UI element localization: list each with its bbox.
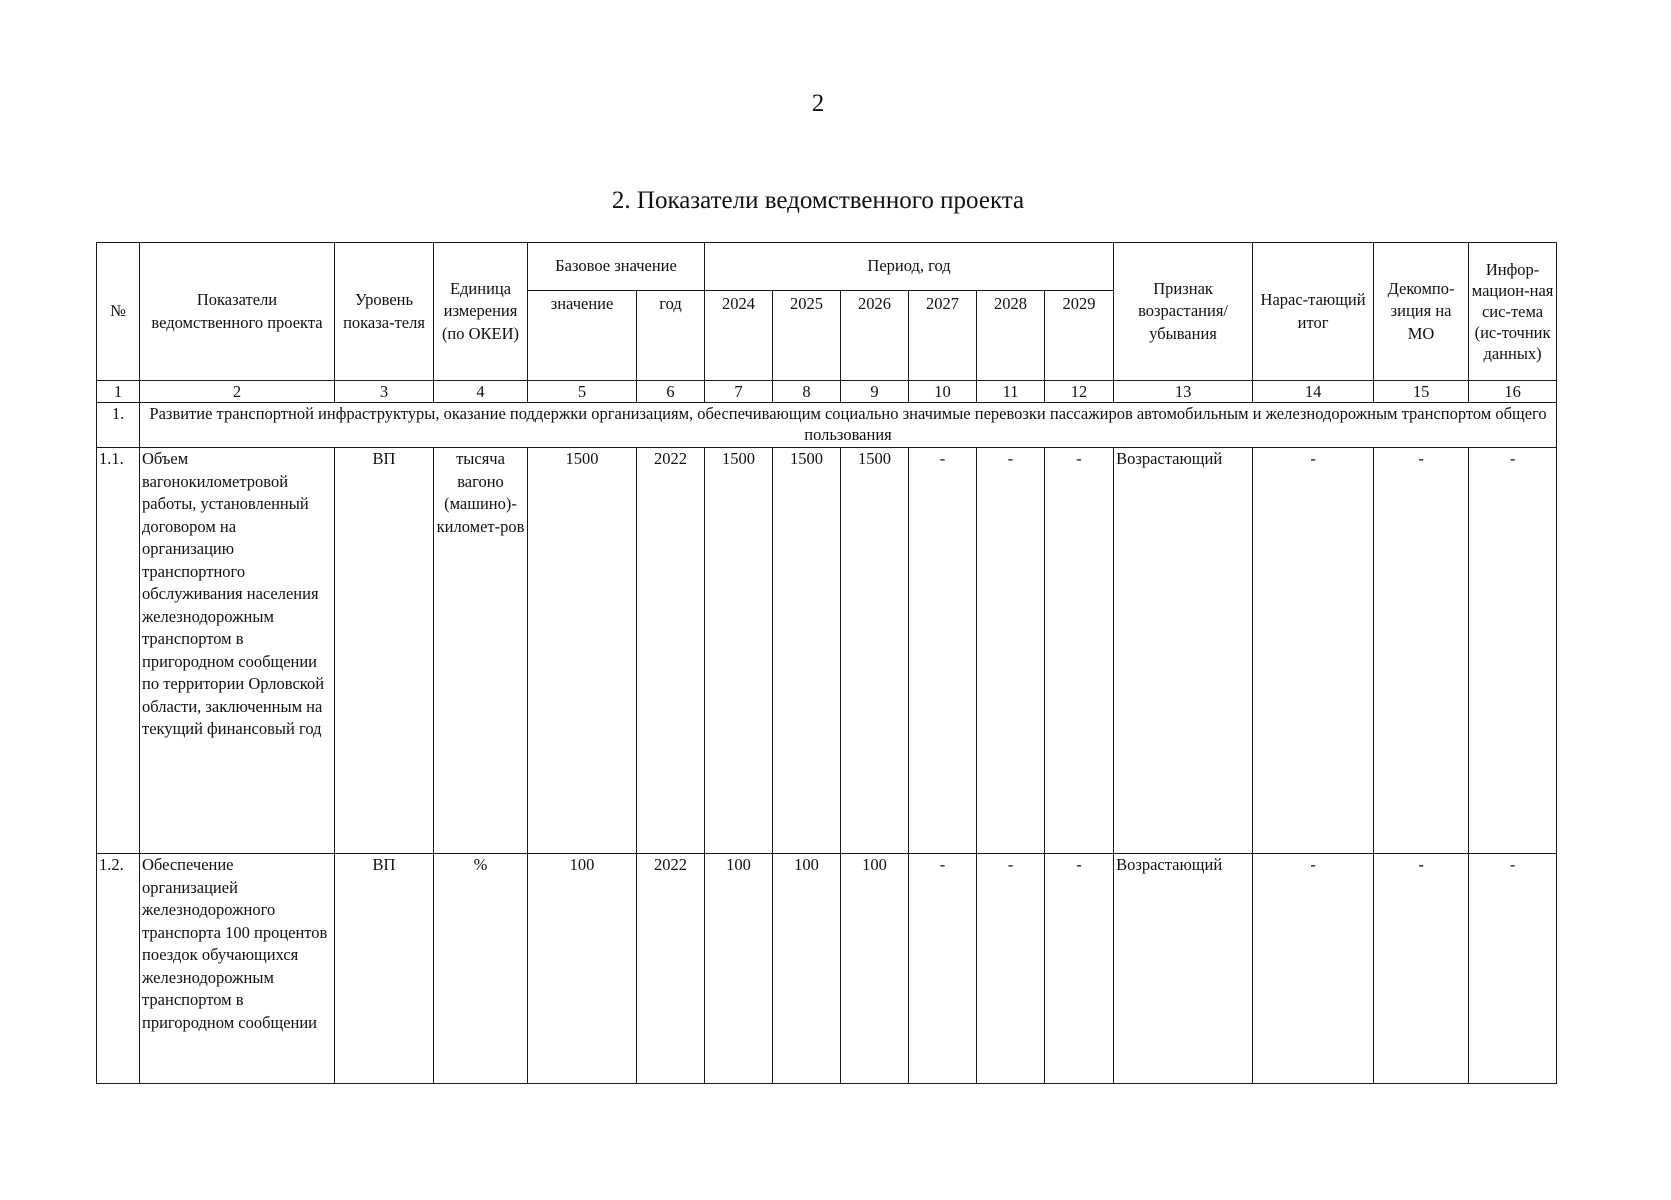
indicators-table bbox=[96, 242, 1557, 1084]
header-year-2024: 2024 bbox=[705, 291, 773, 381]
row-level: ВП bbox=[335, 854, 434, 1084]
column-number: 5 bbox=[528, 381, 637, 403]
row-base-year: 2022 bbox=[637, 448, 705, 854]
row-num: 1.2. bbox=[97, 854, 140, 1084]
table-row bbox=[97, 854, 1557, 1084]
row-y2025: 1500 bbox=[773, 448, 841, 854]
header-year-2026: 2026 bbox=[841, 291, 909, 381]
header-year-2029: 2029 bbox=[1045, 291, 1114, 381]
header-base-value: значение bbox=[528, 291, 637, 381]
header-unit: Единица измерения (по ОКЕИ) bbox=[434, 243, 528, 381]
column-number: 1 bbox=[97, 381, 140, 403]
header-base-year: год bbox=[637, 291, 705, 381]
row-y2026: 100 bbox=[841, 854, 909, 1084]
row-y2027: - bbox=[909, 854, 977, 1084]
row-y2029: - bbox=[1045, 854, 1114, 1084]
row-information-system: - bbox=[1469, 854, 1557, 1084]
column-number: 10 bbox=[909, 381, 977, 403]
row-decomposition: - bbox=[1374, 854, 1469, 1084]
header-trend: Признак возрастания/ убывания bbox=[1114, 243, 1253, 381]
header-cumulative: Нарас-тающий итог bbox=[1253, 243, 1374, 381]
row-trend: Возрастающий bbox=[1114, 854, 1253, 1084]
column-number: 9 bbox=[841, 381, 909, 403]
row-level: ВП bbox=[335, 448, 434, 854]
column-number: 14 bbox=[1253, 381, 1374, 403]
column-number: 13 bbox=[1114, 381, 1253, 403]
row-y2024: 1500 bbox=[705, 448, 773, 854]
header-decomposition: Декомпо-зиция на МО bbox=[1374, 243, 1469, 381]
row-y2027: - bbox=[909, 448, 977, 854]
row-unit: % bbox=[434, 854, 528, 1084]
column-number: 11 bbox=[977, 381, 1045, 403]
header-base: Базовое значение bbox=[528, 243, 705, 291]
row-y2028: - bbox=[977, 448, 1045, 854]
row-cumulative: - bbox=[1253, 854, 1374, 1084]
column-number: 4 bbox=[434, 381, 528, 403]
row-indicator-name: Объем вагонокилометровой работы, установленный договором на организацию транспортного обслуживания населения железнодорожным транспортом в пригородном сообщении по территории Орловской области, заключенным на текущий финансовый год bbox=[140, 448, 335, 854]
section-title: Развитие транспортной инфраструктуры, оказание поддержки организациям, обеспечивающим социально значимые перевозки пассажиров автомобильным и железнодорожным транспортом общего пользования bbox=[140, 403, 1557, 448]
row-unit: тысяча вагоно (машино)-километ-ров bbox=[434, 448, 528, 854]
header-num: № bbox=[97, 243, 140, 381]
column-number-row bbox=[97, 381, 1557, 403]
header-year-2027: 2027 bbox=[909, 291, 977, 381]
row-y2024: 100 bbox=[705, 854, 773, 1084]
column-number: 15 bbox=[1374, 381, 1469, 403]
row-base-value: 1500 bbox=[528, 448, 637, 854]
row-decomposition: - bbox=[1374, 448, 1469, 854]
row-indicator-name: Обеспечение организацией железнодорожного транспорта 100 процентов поездок обучающихся железнодорожным транспортом в пригородном сообщении bbox=[140, 854, 335, 1084]
row-y2026: 1500 bbox=[841, 448, 909, 854]
header-year-2025: 2025 bbox=[773, 291, 841, 381]
row-y2029: - bbox=[1045, 448, 1114, 854]
header-indicator: Показатели ведомственного проекта bbox=[140, 243, 335, 381]
column-number: 12 bbox=[1045, 381, 1114, 403]
column-number: 2 bbox=[140, 381, 335, 403]
row-y2025: 100 bbox=[773, 854, 841, 1084]
table-row bbox=[97, 448, 1557, 854]
section-row bbox=[97, 403, 1557, 448]
document-title: 2. Показатели ведомственного проекта bbox=[611, 187, 1025, 214]
column-number: 6 bbox=[637, 381, 705, 403]
row-y2028: - bbox=[977, 854, 1045, 1084]
row-trend: Возрастающий bbox=[1114, 448, 1253, 854]
section-num: 1. bbox=[97, 403, 140, 448]
indicators-table-wrapper bbox=[96, 242, 1556, 1084]
header-year-2028: 2028 bbox=[977, 291, 1045, 381]
column-number: 3 bbox=[335, 381, 434, 403]
column-number: 7 bbox=[705, 381, 773, 403]
header-period: Период, год bbox=[705, 243, 1114, 291]
column-number: 16 bbox=[1469, 381, 1557, 403]
row-num: 1.1. bbox=[97, 448, 140, 854]
row-cumulative: - bbox=[1253, 448, 1374, 854]
row-base-year: 2022 bbox=[637, 854, 705, 1084]
page-number: 2 bbox=[811, 90, 825, 117]
row-information-system: - bbox=[1469, 448, 1557, 854]
column-number: 8 bbox=[773, 381, 841, 403]
header-information-system: Инфор-мацион-ная сис-тема (ис-точник данных) bbox=[1469, 243, 1557, 381]
header-level: Уровень показа-теля bbox=[335, 243, 434, 381]
row-base-value: 100 bbox=[528, 854, 637, 1084]
